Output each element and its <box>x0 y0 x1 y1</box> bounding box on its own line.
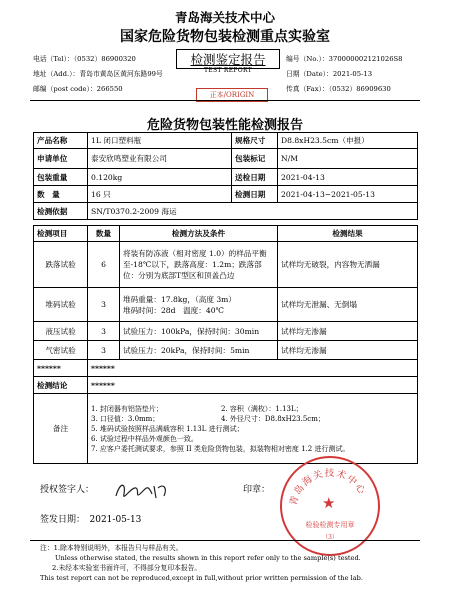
origin-stamp: 正本/ORIGIN <box>196 88 268 102</box>
product-value: 1L 闭口塑料瓶 <box>88 133 232 149</box>
org-title: 青岛海关技术中心 <box>174 10 275 25</box>
header-divider <box>30 100 420 101</box>
cert-title: 检测鉴定报告 <box>176 49 280 69</box>
conclusion-label: 检测结论 <box>34 377 88 394</box>
drop-test-name: 跌落试验 <box>34 242 88 288</box>
hydraulic-test-result: 试样均无渗漏 <box>278 322 418 341</box>
cert-subtitle: TEST REPORT <box>204 67 252 74</box>
postcode-text: 邮编（post code）：266550 <box>33 85 123 93</box>
send-date-value: 2021-04-13 <box>278 169 418 186</box>
remark-line-2a: 3. 口径值：3.0mm； <box>91 414 160 423</box>
remark-line-5: 7. 应客户委托测试要求，参照 II 类危险货物包装，拟装物相对密度 1.2 进行测试。 <box>91 444 350 453</box>
stack-test-qty: 3 <box>88 288 120 322</box>
seal-middle-text: 检验检测专用章 <box>305 521 355 529</box>
test-date-label: 检测日期 <box>232 186 278 203</box>
client-label: 申请单位 <box>34 149 88 169</box>
conclusion-value: ****** <box>88 377 418 394</box>
spec-label: 规格尺寸 <box>232 133 278 149</box>
airtight-test-qty: 3 <box>88 341 120 360</box>
drop-test-qty: 6 <box>88 242 120 288</box>
signature-image <box>112 478 172 508</box>
remark-line-1a: 1. 封闭器有铝箔垫片； <box>91 404 163 413</box>
stack-test-result: 试样均无泄漏、无倒塌 <box>278 288 418 322</box>
drop-test-method: 将装有防冻液（相对密度 1.0）的样品平衡至-18℃以下，跌落高度：1.2m；跌落部位：分别为底部T型区和顶盖凸边 <box>120 242 278 288</box>
airtight-test-name: 气密试验 <box>34 341 88 360</box>
airtight-test-result: 试样均无渗漏 <box>278 341 418 360</box>
remark-line-2b: 4. 外径尺寸：D8.8xH23.5cm； <box>221 414 325 423</box>
remarks-body <box>88 394 418 464</box>
report-date: 日期（Date）：2021-05-13 <box>286 70 373 78</box>
basis-label: 检测依据 <box>34 203 88 220</box>
lab-title: 国家危险货物包装检测重点实验室 <box>120 29 330 45</box>
signature-scribble <box>112 478 172 504</box>
issue-date: 签发日期： 2021-05-13 <box>40 515 142 525</box>
remark-line-1b: 2. 容积（满枚）：1.13L； <box>221 404 303 413</box>
fax-text: 传真（Fax）：（0532）86909630 <box>286 85 391 93</box>
weight-label: 包装重量 <box>34 169 88 186</box>
mark-label: 包装标记 <box>232 149 278 169</box>
tel-text: 电话（Tel）：（0532）86900320 <box>33 55 136 63</box>
note-1-en: Unless otherwise stated, the results shown in this report refer only to the sample(s) tested. <box>55 554 361 562</box>
remark-line-3: 5. 堆码试验按照样品满载容积 1.13L 进行测试； <box>91 424 244 433</box>
stack-test-name: 堆码试验 <box>34 288 88 322</box>
hydraulic-test-qty: 3 <box>88 322 120 341</box>
signer-label: 授权签字人： <box>40 485 95 495</box>
test-date-value: 2021-04-13~2021-05-13 <box>278 186 418 203</box>
mark-value: N/M <box>278 149 418 169</box>
stack-test-method-line1: 堆码重量：17.8kg，（高度 3m） <box>123 294 236 304</box>
basis-value: SN/T0370.2-2009 海运 <box>88 203 418 220</box>
send-date-label: 送检日期 <box>232 169 278 186</box>
seal-star-icon: ★ <box>322 494 336 512</box>
official-seal <box>280 456 380 556</box>
weight-value: 0.120kg <box>88 169 232 186</box>
col-header-qty: 数量 <box>88 226 120 242</box>
col-header-item: 检测项目 <box>34 226 88 242</box>
report-number: 编号（No.）：370000002121026S8 <box>286 55 403 63</box>
report-table <box>33 132 418 464</box>
footer-divider <box>30 540 420 541</box>
seal-ring-text: 青岛海关技术中心 <box>288 467 368 507</box>
report-title: 危险货物包装性能检测报告 <box>146 118 303 133</box>
seal-number: （3） <box>322 534 338 541</box>
qty-label: 数 量 <box>34 186 88 203</box>
blank-row-label: ****** <box>34 360 88 377</box>
stack-test-method-line2: 堆码时间：28d 温度：40℃ <box>123 305 225 315</box>
note-1-cn: 注：1.除本特别说明外，本报告只与样品有关。 <box>40 544 183 552</box>
address-text: 地址（Add.）：青岛市黄岛区黄河东路99号 <box>33 70 163 78</box>
stack-test-method <box>120 288 278 322</box>
hydraulic-test-name: 液压试验 <box>34 322 88 341</box>
seal-label: 印章： <box>243 485 271 495</box>
col-header-result: 检测结果 <box>278 226 418 242</box>
hydraulic-test-method: 试验压力：100kPa，保持时间：30min <box>120 322 278 341</box>
qty-value: 16 只 <box>88 186 232 203</box>
spec-value: D8.8xH23.5cm（申报） <box>278 133 418 149</box>
airtight-test-method: 试验压力：20kPa，保持时间：5min <box>120 341 278 360</box>
drop-test-result: 试样均无破裂，内容物无洒漏 <box>278 242 418 288</box>
blank-row-value: ****** <box>88 360 418 377</box>
client-value: 泰安欣鸣塑业有限公司 <box>88 149 232 169</box>
note-2-en: This test report can not be reproduced,except in full,without prior written permission of the lab. <box>40 574 363 582</box>
note-2-cn: 2.未经本实验室书面许可，不得部分复印本报告。 <box>52 564 202 572</box>
remarks-label: 备注 <box>34 394 88 464</box>
col-header-method: 检测方法及条件 <box>120 226 278 242</box>
product-label: 产品名称 <box>34 133 88 149</box>
remark-line-4: 6. 试验过程中样品外观颜色一致。 <box>91 434 198 443</box>
